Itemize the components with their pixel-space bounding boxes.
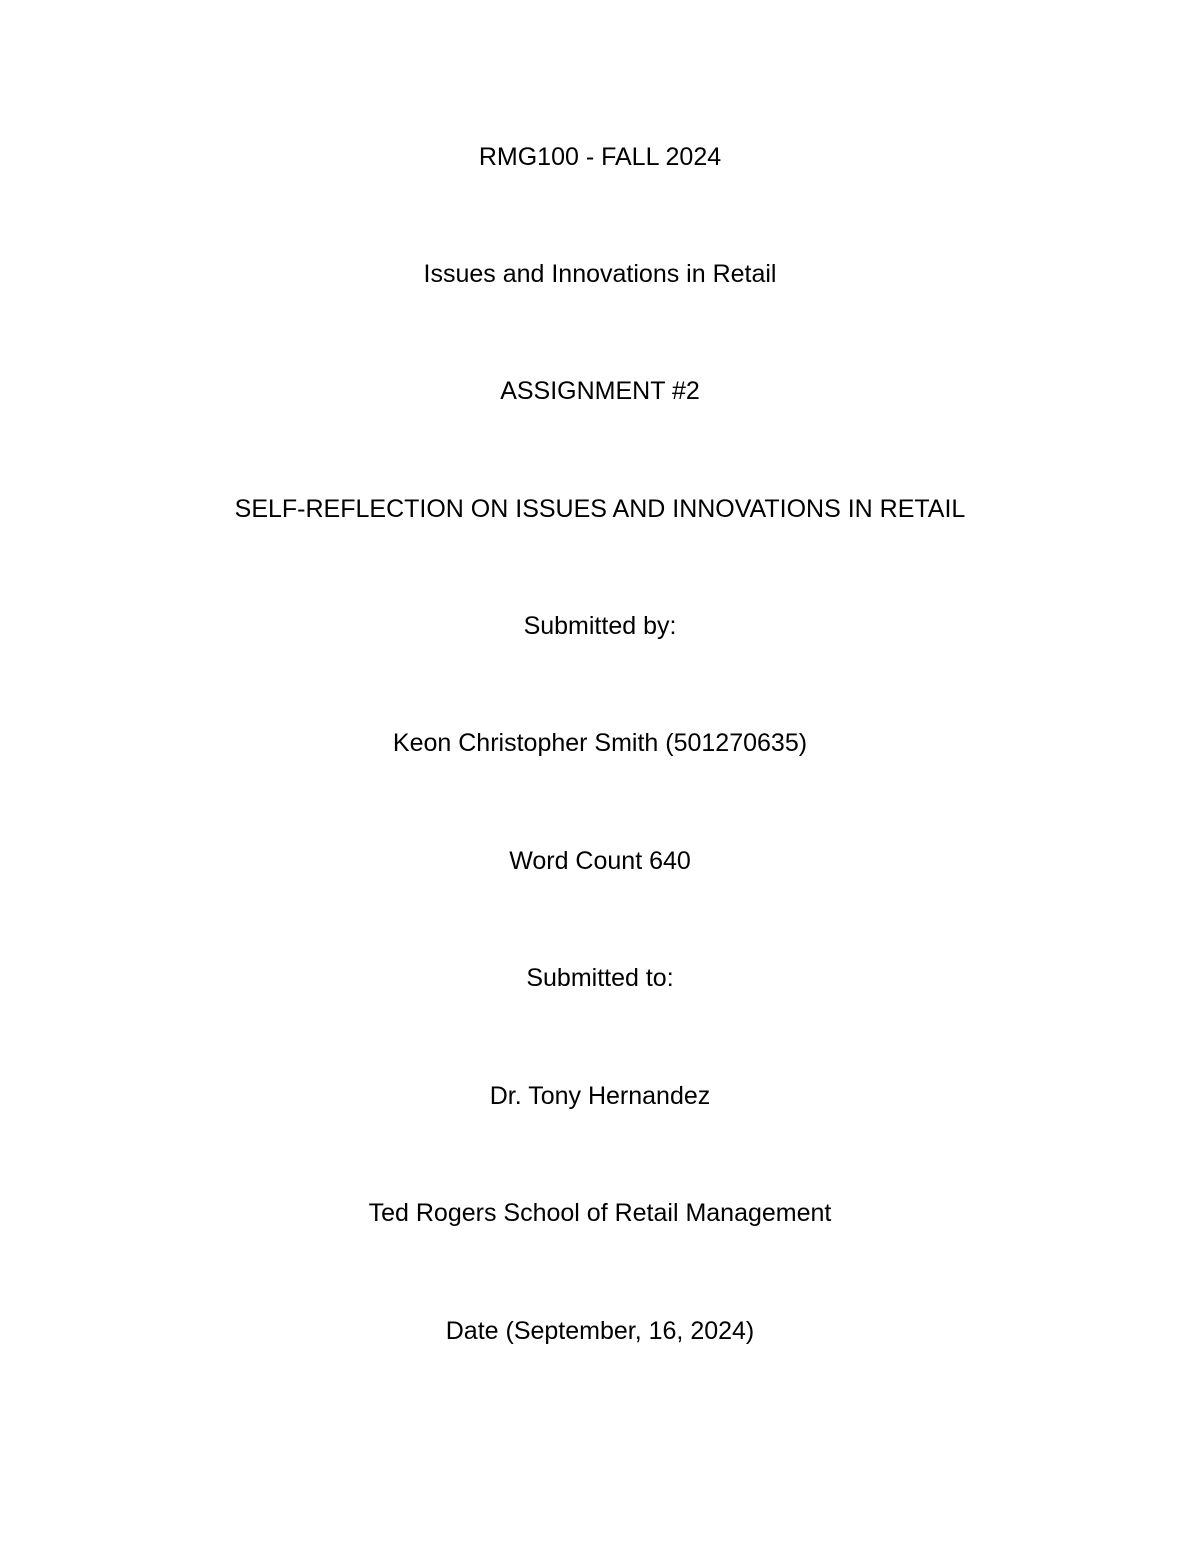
school-name: Ted Rogers School of Retail Management	[368, 1199, 832, 1227]
word-count: Word Count 640	[509, 847, 691, 875]
submitted-to-label: Submitted to:	[526, 964, 674, 992]
course-name: Issues and Innovations in Retail	[423, 260, 777, 288]
instructor-name: Dr. Tony Hernandez	[489, 1082, 711, 1110]
submitted-by-label: Submitted by:	[523, 612, 677, 640]
student-name: Keon Christopher Smith (501270635)	[392, 729, 808, 757]
assignment-number: ASSIGNMENT #2	[500, 377, 700, 405]
course-code: RMG100 - FALL 2024	[478, 143, 722, 171]
assignment-title: SELF-REFLECTION ON ISSUES AND INNOVATIONS IN RETAIL	[234, 495, 966, 523]
submission-date: Date (September, 16, 2024)	[445, 1317, 755, 1345]
